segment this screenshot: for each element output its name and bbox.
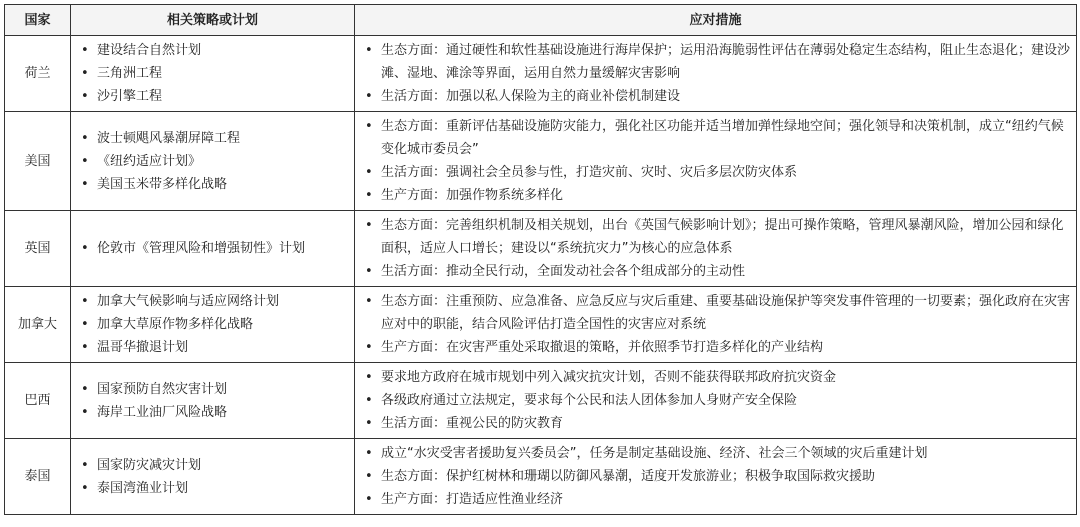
measure-item: • 要求地方政府在城市规划中列入减灾抗灾计划，否则不能获得联邦政府抗灾资金 bbox=[359, 366, 1072, 389]
measures-cell bbox=[355, 439, 1077, 515]
measure-item: • 生活方面：推动全民行动，全面发动社会各个组成部分的主动性 bbox=[359, 260, 1072, 283]
measure-item: • 生产方面：加强作物系统多样化 bbox=[359, 184, 1072, 207]
plans-cell bbox=[71, 363, 355, 439]
measure-item: • 生活方面：重视公民的防灾教育 bbox=[359, 412, 1072, 435]
plan-item: • 国家预防自然灾害计划 bbox=[75, 378, 350, 401]
country-cell: 英国 bbox=[5, 211, 71, 287]
plan-item: • 美国玉米带多样化战略 bbox=[75, 173, 350, 196]
plans-cell bbox=[71, 211, 355, 287]
table-row bbox=[5, 211, 1077, 287]
table-row bbox=[5, 112, 1077, 211]
plan-item: • 伦敦市《管理风险和增强韧性》计划 bbox=[75, 237, 350, 260]
measures-cell bbox=[355, 363, 1077, 439]
measures-cell bbox=[355, 287, 1077, 363]
plan-item: • 《纽约适应计划》 bbox=[75, 150, 350, 173]
country-cell: 美国 bbox=[5, 112, 71, 211]
plan-item: • 加拿大气候影响与适应网络计划 bbox=[75, 290, 350, 313]
table-row bbox=[5, 287, 1077, 363]
measure-item: • 生产方面：在灾害严重处采取撤退的策略，并依照季节打造多样化的产业结构 bbox=[359, 336, 1072, 359]
plan-item: • 三角洲工程 bbox=[75, 62, 350, 85]
measures-cell bbox=[355, 211, 1077, 287]
plan-item: • 温哥华撤退计划 bbox=[75, 336, 350, 359]
plan-item: • 波士顿飓风暴潮屏障工程 bbox=[75, 127, 350, 150]
measures-cell bbox=[355, 36, 1077, 112]
policy-table bbox=[4, 4, 1077, 515]
plans-cell bbox=[71, 439, 355, 515]
table-row bbox=[5, 439, 1077, 515]
measure-item: • 生产方面：打造适应性渔业经济 bbox=[359, 488, 1072, 511]
plan-item: • 加拿大草原作物多样化战略 bbox=[75, 313, 350, 336]
country-cell: 加拿大 bbox=[5, 287, 71, 363]
measure-item: • 生态方面：完善组织机制及相关规划，出台《英国气候影响计划》；提出可操作策略，管理风暴潮风险，增加公园和绿化面积，适应人口增长；建设以“系统抗灾力”为核心的应急体系 bbox=[359, 214, 1072, 260]
measure-item: • 生态方面：重新评估基础设施防灾能力，强化社区功能并适当增加弹性绿地空间；强化领导和决策机制，成立“纽约气候变化城市委员会” bbox=[359, 115, 1072, 161]
table-row bbox=[5, 363, 1077, 439]
measure-item: • 生态方面：通过硬性和软性基础设施进行海岸保护；运用沿海脆弱性评估在薄弱处稳定生态结构，阻止生态退化；建设沙滩、湿地、滩涂等界面，运用自然力量缓解灾害影响 bbox=[359, 39, 1072, 85]
plans-cell bbox=[71, 287, 355, 363]
plan-item: • 国家防灾减灾计划 bbox=[75, 454, 350, 477]
plans-cell bbox=[71, 36, 355, 112]
header-row bbox=[5, 5, 1077, 36]
table-row bbox=[5, 36, 1077, 112]
measure-item: • 生态方面：保护红树林和珊瑚以防御风暴潮，适度开发旅游业；积极争取国际救灾援助 bbox=[359, 465, 1072, 488]
header-plans: 相关策略或计划 bbox=[71, 5, 355, 36]
country-cell: 荷兰 bbox=[5, 36, 71, 112]
plan-item: • 泰国湾渔业计划 bbox=[75, 477, 350, 500]
measures-cell bbox=[355, 112, 1077, 211]
measure-item: • 生态方面：注重预防、应急准备、应急反应与灾后重建、重要基础设施保护等突发事件管理的一切要素；强化政府在灾害应对中的职能，结合风险评估打造全国性的灾害应对系统 bbox=[359, 290, 1072, 336]
header-measures: 应对措施 bbox=[355, 5, 1077, 36]
header-country: 国家 bbox=[5, 5, 71, 36]
plan-item: • 海岸工业油厂风险战略 bbox=[75, 401, 350, 424]
measure-item: • 成立“水灾受害者援助复兴委员会”，任务是制定基础设施、经济、社会三个领域的灾后重建计划 bbox=[359, 442, 1072, 465]
country-cell: 巴西 bbox=[5, 363, 71, 439]
measure-item: • 各级政府通过立法规定，要求每个公民和法人团体参加人身财产安全保险 bbox=[359, 389, 1072, 412]
measure-item: • 生活方面：强调社会全员参与性，打造灾前、灾时、灾后多层次防灾体系 bbox=[359, 161, 1072, 184]
plans-cell bbox=[71, 112, 355, 211]
plan-item: • 沙引擎工程 bbox=[75, 85, 350, 108]
plan-item: • 建设结合自然计划 bbox=[75, 39, 350, 62]
measure-item: • 生活方面：加强以私人保险为主的商业补偿机制建设 bbox=[359, 85, 1072, 108]
country-cell: 泰国 bbox=[5, 439, 71, 515]
